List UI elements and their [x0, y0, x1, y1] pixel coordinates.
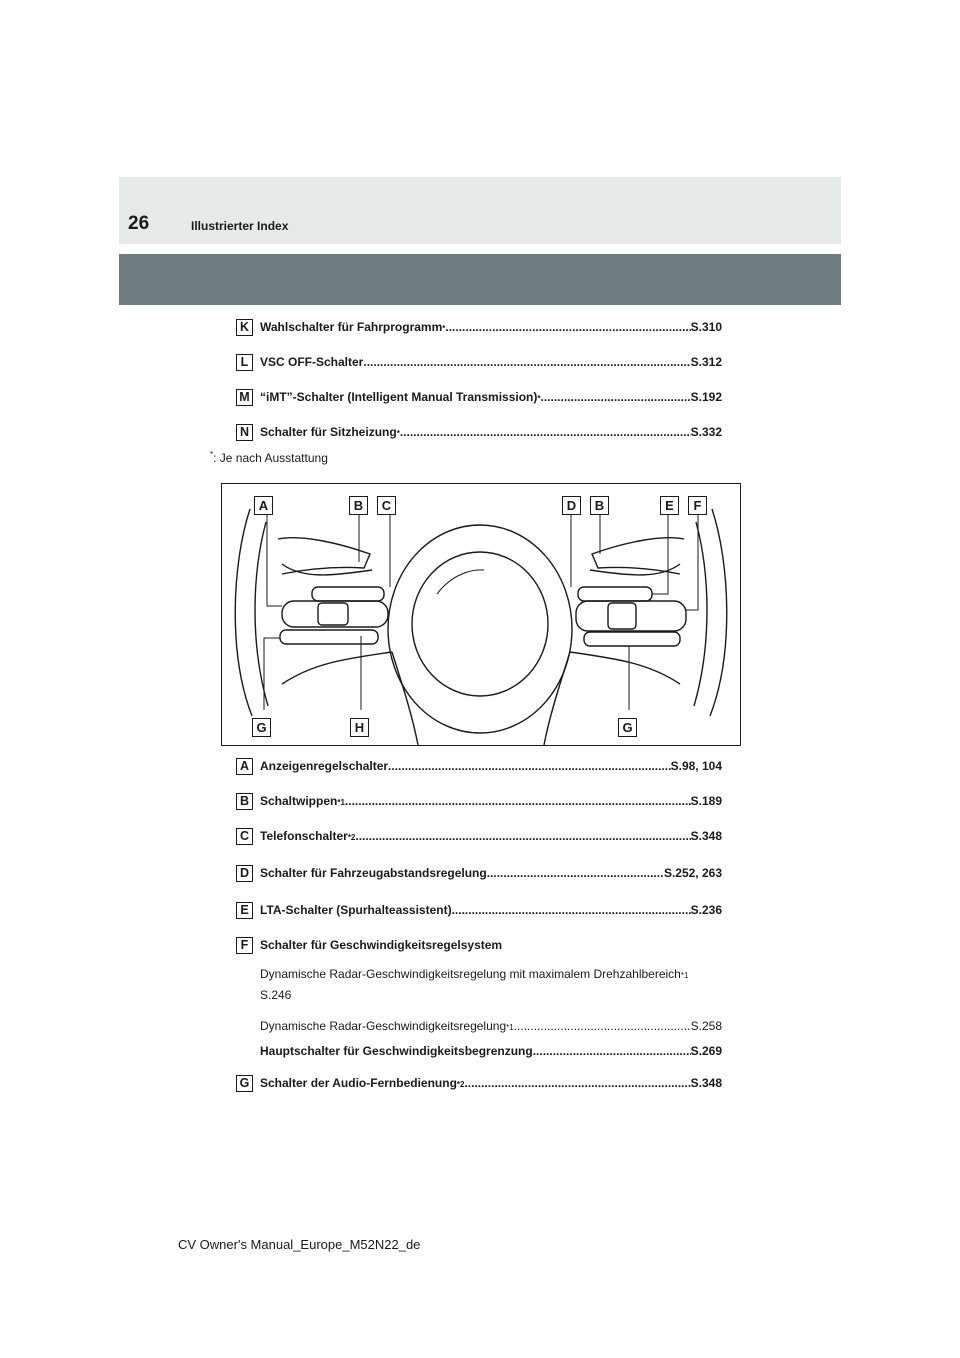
entry-label: LTA-Schalter (Spurhalteassistent): [260, 903, 452, 917]
entry-label: Telefonschalter: [260, 829, 348, 843]
entry-label: Anzeigenregelschalter: [260, 759, 389, 773]
sub-entry-page[interactable]: S.258: [690, 1019, 722, 1033]
entry-label: Schaltwippen: [260, 794, 338, 808]
entry-page[interactable]: S.189: [690, 794, 722, 808]
figure-label-a: A: [254, 496, 273, 515]
entry-badge: G: [236, 1075, 253, 1092]
header-band: [119, 177, 841, 244]
leader-dots: [363, 355, 690, 369]
sub-entry-page[interactable]: S.246: [260, 988, 292, 1002]
leader-dots: [400, 425, 691, 439]
figure-label-b: B: [349, 496, 368, 515]
sub-entry-page[interactable]: S.269: [690, 1044, 722, 1058]
entry-label: Schalter für Fahrzeugabstandsregelung: [260, 866, 487, 880]
entry-badge: C: [236, 828, 253, 845]
entry-badge: L: [236, 354, 253, 371]
footnote-text: : Je nach Ausstattung: [213, 451, 328, 465]
entry-badge: M: [236, 389, 253, 406]
entry-label: VSC OFF-Schalter: [260, 355, 364, 369]
sub-entry-radar-max[interactable]: Dynamische Radar-Geschwindigkeitsregelung mit maximalem Drehzahlbereich *1 S.246: [260, 967, 689, 1002]
entry-label: Wahlschalter für Fahrprogramm: [260, 320, 443, 334]
footnote: [210, 451, 328, 465]
section-bar: [119, 254, 841, 305]
figure-label-e: E: [660, 496, 679, 515]
entry-page[interactable]: S.236: [690, 903, 722, 917]
entry-badge: F: [236, 937, 253, 954]
footnote-marker: *: [210, 450, 214, 459]
entry-badge: A: [236, 758, 253, 775]
entry-label: Schalter für Sitzheizung: [260, 425, 397, 439]
leader-dots: [514, 1019, 691, 1033]
leader-dots: [388, 759, 671, 773]
leader-dots: [452, 903, 691, 917]
entry-page[interactable]: S.348: [690, 829, 722, 843]
entry-badge: E: [236, 902, 253, 919]
entry-badge: N: [236, 424, 253, 441]
entry-badge: B: [236, 793, 253, 810]
entry-label: Schalter für Geschwindigkeitsregelsystem: [260, 938, 503, 952]
page-footer: CV Owner's Manual_Europe_M52N22_de: [178, 1237, 421, 1252]
leader-dots: [345, 794, 691, 808]
leader-dots: [541, 390, 691, 404]
leader-dots: [487, 866, 664, 880]
entry-page[interactable]: S.252, 263: [663, 866, 722, 880]
leader-dots: [533, 1044, 691, 1058]
entry-label: Schalter der Audio-Fernbedienung: [260, 1076, 457, 1090]
entry-page[interactable]: S.192: [690, 390, 722, 404]
figure-label-d: D: [562, 496, 581, 515]
figure-label-f: F: [688, 496, 707, 515]
figure-label-g2: G: [618, 718, 637, 737]
sub-entry-speed-limiter[interactable]: [260, 1044, 722, 1058]
section-title: Illustrierter Index: [191, 219, 289, 233]
figure-label-c: C: [377, 496, 396, 515]
leader-dots: [445, 320, 690, 334]
sub-entry-label: Dynamische Radar-Geschwindigkeitsregelung mit maximalem Drehzahlbereich: [260, 967, 681, 981]
page-number: 26: [128, 213, 150, 234]
figure-label-b2: B: [590, 496, 609, 515]
sub-entry-radar[interactable]: Dynamische Radar-Geschwindigkeitsregelung *1 ..... S.258: [260, 1019, 722, 1033]
steering-wheel-figure: [221, 483, 741, 746]
figure-label-h: H: [350, 718, 369, 737]
figure-label-g: G: [252, 718, 271, 737]
sub-entry-label: Hauptschalter für Geschwindigkeitsbegrenzung: [260, 1044, 533, 1058]
entry-badge: K: [236, 319, 253, 336]
sub-entry-label: Dynamische Radar-Geschwindigkeitsregelung: [260, 1019, 507, 1033]
entry-page[interactable]: S.332: [690, 425, 722, 439]
entry-page[interactable]: S.98, 104: [670, 759, 722, 773]
steering-wheel-illustration: [222, 484, 740, 745]
leader-dots: [464, 1076, 690, 1090]
leader-dots: [355, 829, 690, 843]
entry-page[interactable]: S.312: [690, 355, 722, 369]
entry-badge: D: [236, 865, 253, 882]
entry-page[interactable]: S.310: [690, 320, 722, 334]
entry-label: “iMT”-Schalter (Intelligent Manual Transmission): [260, 390, 538, 404]
entry-page[interactable]: S.348: [690, 1076, 722, 1090]
